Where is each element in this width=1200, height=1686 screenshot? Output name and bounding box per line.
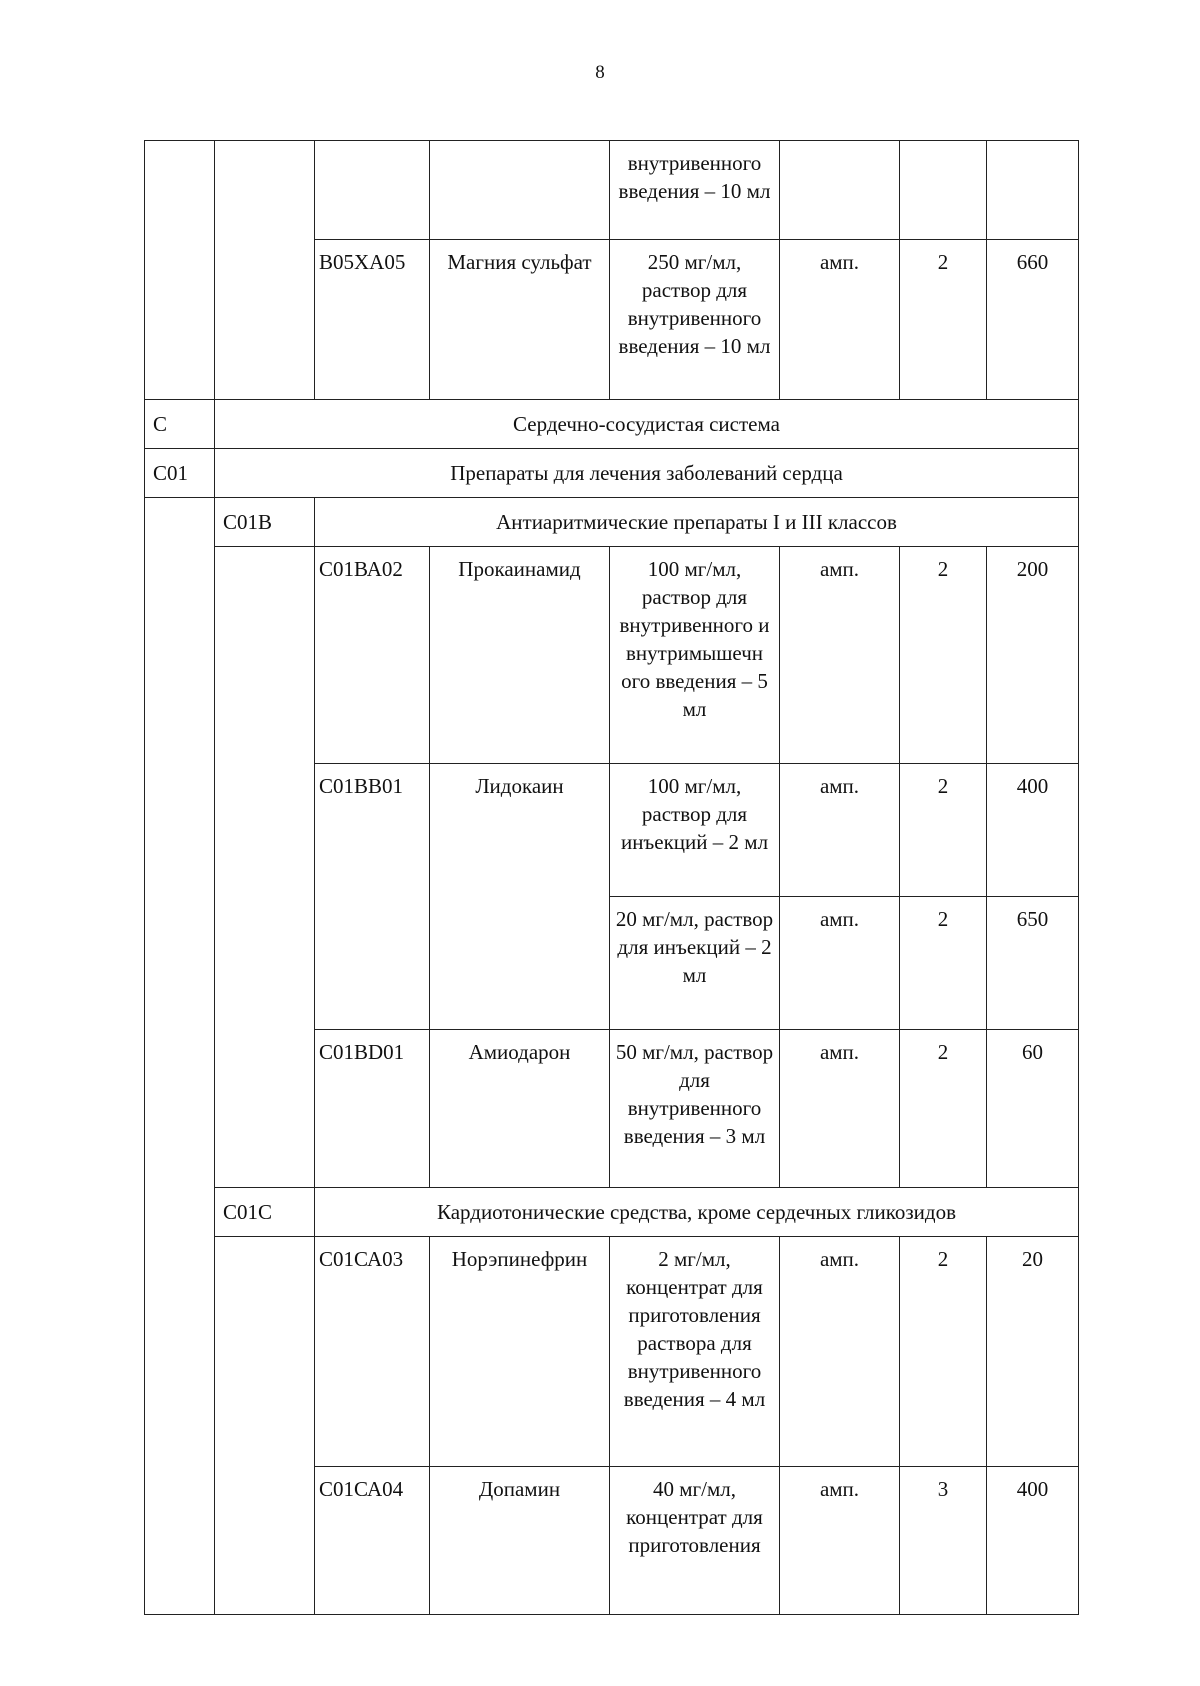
medication-table — [144, 140, 1079, 1615]
group-title: Кардиотонические средства, кроме сердечных гликозидов — [315, 1188, 1079, 1237]
unit-cell: амп. — [780, 764, 900, 897]
section-row — [145, 449, 1079, 498]
atc-code-cell: С01ВD01 — [315, 1030, 430, 1188]
atc-code-cell: С01ВВ01 — [315, 764, 430, 1030]
atc-code-cell: С01СА04 — [315, 1467, 430, 1615]
quantity-cell: 2 — [900, 897, 987, 1030]
dosage-form-cell: 40 мг/мл, концентрат для приготовления — [610, 1467, 780, 1615]
dosage-form-cell: 20 мг/мл, раствор для инъекций – 2 мл — [610, 897, 780, 1030]
atc-code-cell: B05XA05 — [315, 240, 430, 400]
empty-cell — [215, 1237, 315, 1615]
drug-name-cell: Прокаинамид — [430, 547, 610, 764]
amount-cell: 60 — [987, 1030, 1079, 1188]
amount-cell: 20 — [987, 1237, 1079, 1467]
group-row — [145, 498, 1079, 547]
unit-cell — [780, 141, 900, 240]
group-title: Антиаритмические препараты I и III классов — [315, 498, 1079, 547]
group-code: С01В — [215, 498, 315, 547]
section-title: Сердечно-сосудистая система — [215, 400, 1079, 449]
amount-cell: 400 — [987, 764, 1079, 897]
drug-name-cell: Магния сульфат — [430, 240, 610, 400]
amount-cell: 660 — [987, 240, 1079, 400]
empty-cell — [215, 547, 315, 1188]
amount-cell: 200 — [987, 547, 1079, 764]
table-row — [145, 141, 1079, 240]
quantity-cell: 2 — [900, 240, 987, 400]
unit-cell: амп. — [780, 240, 900, 400]
drug-name-cell: Лидокаин — [430, 764, 610, 1030]
atc-code-cell: С01СА03 — [315, 1237, 430, 1467]
empty-cell — [145, 141, 215, 400]
drug-name-cell: Допамин — [430, 1467, 610, 1615]
amount-cell — [987, 141, 1079, 240]
quantity-cell: 2 — [900, 764, 987, 897]
quantity-cell: 3 — [900, 1467, 987, 1615]
section-code: С01 — [145, 449, 215, 498]
amount-cell: 400 — [987, 1467, 1079, 1615]
unit-cell: амп. — [780, 1467, 900, 1615]
quantity-cell — [900, 141, 987, 240]
quantity-cell: 2 — [900, 1030, 987, 1188]
table-row — [145, 1237, 1079, 1467]
table-row — [145, 547, 1079, 764]
atc-code-cell — [315, 141, 430, 240]
amount-cell: 650 — [987, 897, 1079, 1030]
section-title: Препараты для лечения заболеваний сердца — [215, 449, 1079, 498]
empty-cell — [145, 498, 215, 1615]
empty-cell — [215, 141, 315, 400]
page-number: 8 — [595, 62, 605, 83]
drug-name-cell — [430, 141, 610, 240]
dosage-form-cell: 100 мг/мл, раствор для внутривенного и внутримышечн ого введения – 5 мл — [610, 547, 780, 764]
drug-name-cell: Амиодарон — [430, 1030, 610, 1188]
drug-name-cell: Норэпинефрин — [430, 1237, 610, 1467]
section-row — [145, 400, 1079, 449]
unit-cell: амп. — [780, 897, 900, 1030]
dosage-form-cell: 2 мг/мл, концентрат для приготовления раствора для внутривенного введения – 4 мл — [610, 1237, 780, 1467]
atc-code-cell: С01ВА02 — [315, 547, 430, 764]
quantity-cell: 2 — [900, 1237, 987, 1467]
dosage-form-cell: внутривенного введения – 10 мл — [610, 141, 780, 240]
dosage-form-cell: 50 мг/мл, раствор для внутривенного введения – 3 мл — [610, 1030, 780, 1188]
dosage-form-cell: 250 мг/мл, раствор для внутривенного введения – 10 мл — [610, 240, 780, 400]
dosage-form-cell: 100 мг/мл, раствор для инъекций – 2 мл — [610, 764, 780, 897]
unit-cell: амп. — [780, 547, 900, 764]
quantity-cell: 2 — [900, 547, 987, 764]
group-code: С01С — [215, 1188, 315, 1237]
unit-cell: амп. — [780, 1030, 900, 1188]
group-row — [145, 1188, 1079, 1237]
unit-cell: амп. — [780, 1237, 900, 1467]
section-code: С — [145, 400, 215, 449]
